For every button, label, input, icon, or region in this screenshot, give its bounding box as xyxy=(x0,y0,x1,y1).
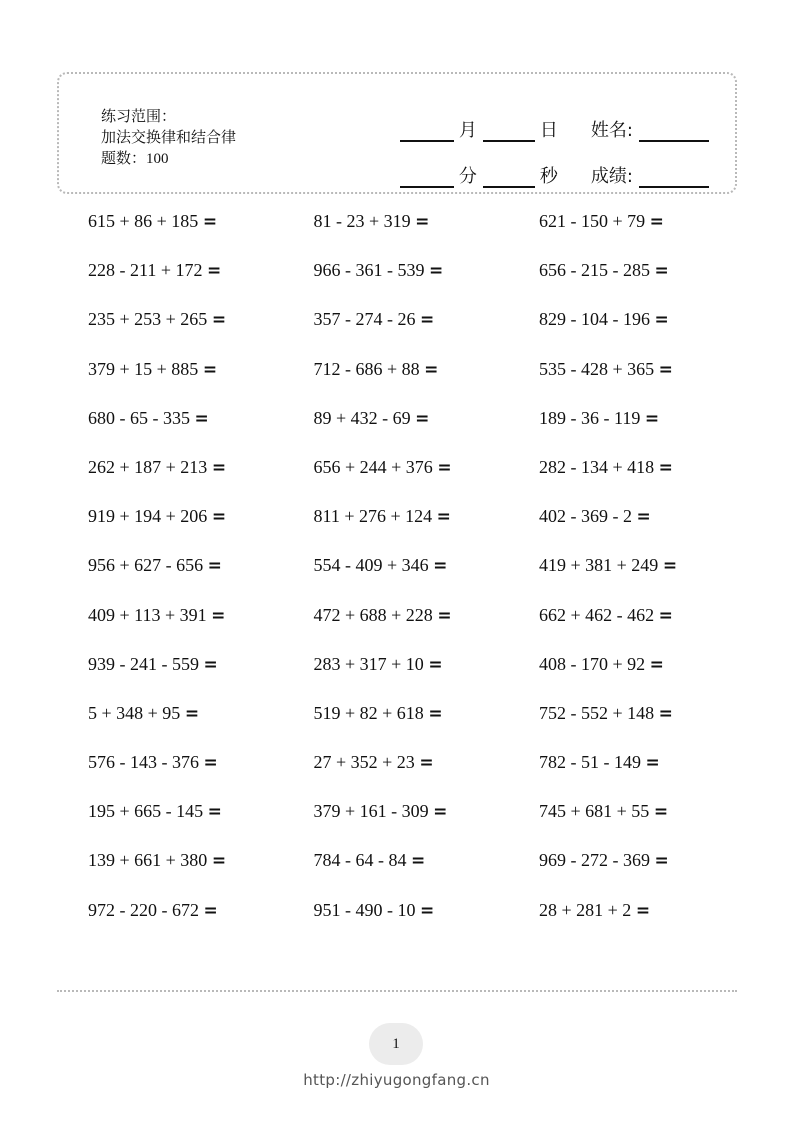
math-problem xyxy=(314,651,540,678)
equals-sign: = xyxy=(211,310,227,331)
score-label: 成绩: xyxy=(590,166,633,187)
math-problem xyxy=(539,700,765,727)
month-blank[interactable] xyxy=(400,118,454,142)
scope-label: 练习范围： xyxy=(101,107,177,125)
math-problem xyxy=(314,405,540,432)
equals-sign: = xyxy=(636,507,651,528)
equals-sign: = xyxy=(433,556,448,577)
equals-sign: = xyxy=(429,261,444,282)
equals-sign: = xyxy=(658,703,673,724)
math-problem xyxy=(88,651,314,678)
math-problem xyxy=(539,208,765,235)
math-problem xyxy=(314,847,540,874)
math-problem xyxy=(88,897,314,924)
equals-sign: = xyxy=(419,753,434,774)
problem-expression: 951 - 490 - 10 xyxy=(313,899,416,920)
equals-sign: = xyxy=(658,359,673,380)
problem-count xyxy=(101,148,236,170)
problem-expression: 956 + 627 - 656 xyxy=(88,555,204,576)
name-blank[interactable] xyxy=(639,118,709,142)
problem-expression: 656 - 215 - 285 xyxy=(539,260,650,281)
math-problem xyxy=(88,208,314,235)
math-problem xyxy=(314,208,540,235)
problem-expression: 972 - 220 - 672 xyxy=(88,899,199,920)
problem-row xyxy=(88,552,765,601)
math-problem xyxy=(88,749,314,776)
time-score-row xyxy=(400,142,709,188)
problem-expression: 139 + 661 + 380 xyxy=(88,850,208,871)
minute-blank[interactable] xyxy=(400,164,454,188)
problem-row xyxy=(88,798,765,847)
equals-sign: = xyxy=(653,802,669,823)
problem-expression: 282 - 134 + 418 xyxy=(539,456,655,477)
problem-expression: 535 - 428 + 365 xyxy=(539,358,655,379)
footer-divider xyxy=(57,990,737,992)
problem-row xyxy=(88,306,765,355)
problem-expression: 81 - 23 + 319 xyxy=(313,211,411,231)
problem-expression: 782 - 51 - 149 xyxy=(539,752,641,773)
month-label: 月 xyxy=(458,120,477,141)
problem-expression: 357 - 274 - 26 xyxy=(313,309,416,330)
math-problem xyxy=(88,257,314,284)
problem-expression: 662 + 462 - 462 xyxy=(539,604,655,625)
problem-row xyxy=(88,897,765,946)
problem-expression: 379 + 161 - 309 xyxy=(313,801,429,822)
problem-row xyxy=(88,749,765,798)
math-problem xyxy=(88,552,314,579)
math-problem xyxy=(314,552,540,579)
math-problem xyxy=(88,405,314,432)
problem-row xyxy=(88,847,765,896)
problem-expression: 745 + 681 + 55 xyxy=(539,801,650,822)
equals-sign: = xyxy=(649,654,664,675)
problem-expression: 189 - 36 - 119 xyxy=(539,407,641,428)
problem-row xyxy=(88,356,765,405)
equals-sign: = xyxy=(662,556,678,577)
equals-sign: = xyxy=(202,212,218,232)
problem-expression: 5 + 348 + 95 xyxy=(88,702,181,723)
math-problem xyxy=(539,552,765,579)
equals-sign: = xyxy=(411,851,426,872)
problem-row xyxy=(88,208,765,257)
problem-expression: 919 + 194 + 206 xyxy=(88,506,208,527)
math-problem xyxy=(539,602,765,629)
scope-info xyxy=(101,106,236,170)
math-problem xyxy=(314,454,540,481)
equals-sign: = xyxy=(658,605,673,626)
equals-sign: = xyxy=(424,359,439,380)
equals-sign: = xyxy=(654,261,669,282)
problem-expression: 235 + 253 + 265 xyxy=(88,309,208,330)
math-problem xyxy=(314,798,540,825)
equals-sign: = xyxy=(658,457,673,478)
equals-sign: = xyxy=(202,359,218,380)
equals-sign: = xyxy=(211,457,227,478)
date-name-row xyxy=(400,96,709,142)
equals-sign: = xyxy=(428,703,443,724)
site-url: http://zhiyugongfang.cn xyxy=(303,1071,490,1089)
equals-sign: = xyxy=(415,212,430,232)
equals-sign: = xyxy=(211,507,227,528)
problem-expression: 519 + 82 + 618 xyxy=(313,702,424,723)
equals-sign: = xyxy=(635,900,651,921)
problem-row xyxy=(88,454,765,503)
problem-row xyxy=(88,503,765,552)
math-problem xyxy=(539,847,765,874)
problem-expression: 379 + 15 + 885 xyxy=(88,358,199,379)
problem-expression: 939 - 241 - 559 xyxy=(88,653,199,674)
problem-row xyxy=(88,700,765,749)
problem-expression: 472 + 688 + 228 xyxy=(313,604,433,625)
problem-row xyxy=(88,257,765,306)
equals-sign: = xyxy=(211,605,226,626)
problem-expression: 621 - 150 + 79 xyxy=(539,211,646,231)
count-label: 题数： xyxy=(101,149,147,167)
equals-sign: = xyxy=(206,261,222,282)
problem-expression: 419 + 381 + 249 xyxy=(539,555,659,576)
problem-expression: 195 + 665 - 145 xyxy=(88,801,204,822)
math-problem xyxy=(88,798,314,825)
problem-expression: 554 - 409 + 346 xyxy=(313,555,429,576)
math-problem xyxy=(88,356,314,383)
math-problem xyxy=(314,257,540,284)
problem-expression: 656 + 244 + 376 xyxy=(313,456,433,477)
problem-expression: 752 - 552 + 148 xyxy=(539,702,655,723)
equals-sign: = xyxy=(436,507,451,528)
math-problem xyxy=(314,700,540,727)
problem-expression: 228 - 211 + 172 xyxy=(88,260,203,281)
equals-sign: = xyxy=(184,703,200,724)
equals-sign: = xyxy=(437,605,452,626)
math-problem xyxy=(539,651,765,678)
problem-expression: 27 + 352 + 23 xyxy=(313,752,415,773)
equals-sign: = xyxy=(203,753,218,774)
equals-sign: = xyxy=(194,408,209,429)
equals-sign: = xyxy=(428,654,443,675)
equals-sign: = xyxy=(420,900,435,921)
problem-expression: 28 + 281 + 2 xyxy=(539,899,632,920)
problem-expression: 969 - 272 - 369 xyxy=(539,850,650,871)
equals-sign: = xyxy=(654,851,669,872)
equals-sign: = xyxy=(654,310,669,331)
student-fields xyxy=(400,96,709,188)
problem-expression: 811 + 276 + 124 xyxy=(313,506,433,527)
math-problem xyxy=(539,306,765,333)
equals-sign: = xyxy=(207,802,222,823)
equals-sign: = xyxy=(203,900,218,921)
equals-sign: = xyxy=(420,310,435,331)
math-problem xyxy=(314,897,540,924)
problem-grid xyxy=(88,208,765,946)
minute-label: 分 xyxy=(458,166,477,187)
problem-expression: 615 + 86 + 185 xyxy=(88,211,199,231)
second-label: 秒 xyxy=(539,166,558,187)
math-problem xyxy=(314,503,540,530)
math-problem xyxy=(314,749,540,776)
count-value: 100 xyxy=(146,151,169,167)
problem-expression: 966 - 361 - 539 xyxy=(313,260,425,281)
math-problem xyxy=(539,454,765,481)
math-problem xyxy=(539,257,765,284)
problem-expression: 712 - 686 + 88 xyxy=(313,358,420,379)
math-problem xyxy=(88,700,314,727)
worksheet-header xyxy=(57,72,737,194)
problem-expression: 784 - 64 - 84 xyxy=(313,850,407,871)
equals-sign: = xyxy=(433,802,448,823)
day-blank[interactable] xyxy=(483,118,535,142)
page-number: 1 xyxy=(369,1023,423,1065)
scope-topic: 加法交换律和结合律 xyxy=(101,128,237,146)
equals-sign: = xyxy=(211,851,227,872)
math-problem xyxy=(314,602,540,629)
math-problem xyxy=(539,356,765,383)
equals-sign: = xyxy=(649,212,664,232)
equals-sign: = xyxy=(645,753,660,774)
math-problem xyxy=(539,503,765,530)
score-blank[interactable] xyxy=(639,164,709,188)
problem-expression: 283 + 317 + 10 xyxy=(313,653,424,674)
math-problem xyxy=(88,503,314,530)
problem-row xyxy=(88,602,765,651)
problem-expression: 262 + 187 + 213 xyxy=(88,456,208,477)
math-problem xyxy=(314,306,540,333)
problem-expression: 408 - 170 + 92 xyxy=(539,653,646,674)
problem-row xyxy=(88,651,765,700)
equals-sign: = xyxy=(437,457,452,478)
math-problem xyxy=(539,405,765,432)
math-problem xyxy=(539,749,765,776)
problem-expression: 680 - 65 - 335 xyxy=(88,407,190,428)
math-problem xyxy=(88,306,314,333)
math-problem xyxy=(88,602,314,629)
math-problem xyxy=(88,847,314,874)
name-label: 姓名: xyxy=(590,120,633,141)
equals-sign: = xyxy=(644,408,660,429)
problem-expression: 409 + 113 + 391 xyxy=(88,604,207,625)
day-label: 日 xyxy=(539,120,558,141)
problem-expression: 89 + 432 - 69 xyxy=(313,407,411,428)
math-problem xyxy=(88,454,314,481)
math-problem xyxy=(539,897,765,924)
equals-sign: = xyxy=(415,408,430,429)
problem-expression: 829 - 104 - 196 xyxy=(539,309,650,330)
problem-expression: 576 - 143 - 376 xyxy=(88,752,199,773)
math-problem xyxy=(539,798,765,825)
math-problem xyxy=(314,356,540,383)
second-blank[interactable] xyxy=(483,164,535,188)
problem-row xyxy=(88,405,765,454)
equals-sign: = xyxy=(203,654,218,675)
problem-expression: 402 - 369 - 2 xyxy=(539,506,632,527)
equals-sign: = xyxy=(207,556,222,577)
